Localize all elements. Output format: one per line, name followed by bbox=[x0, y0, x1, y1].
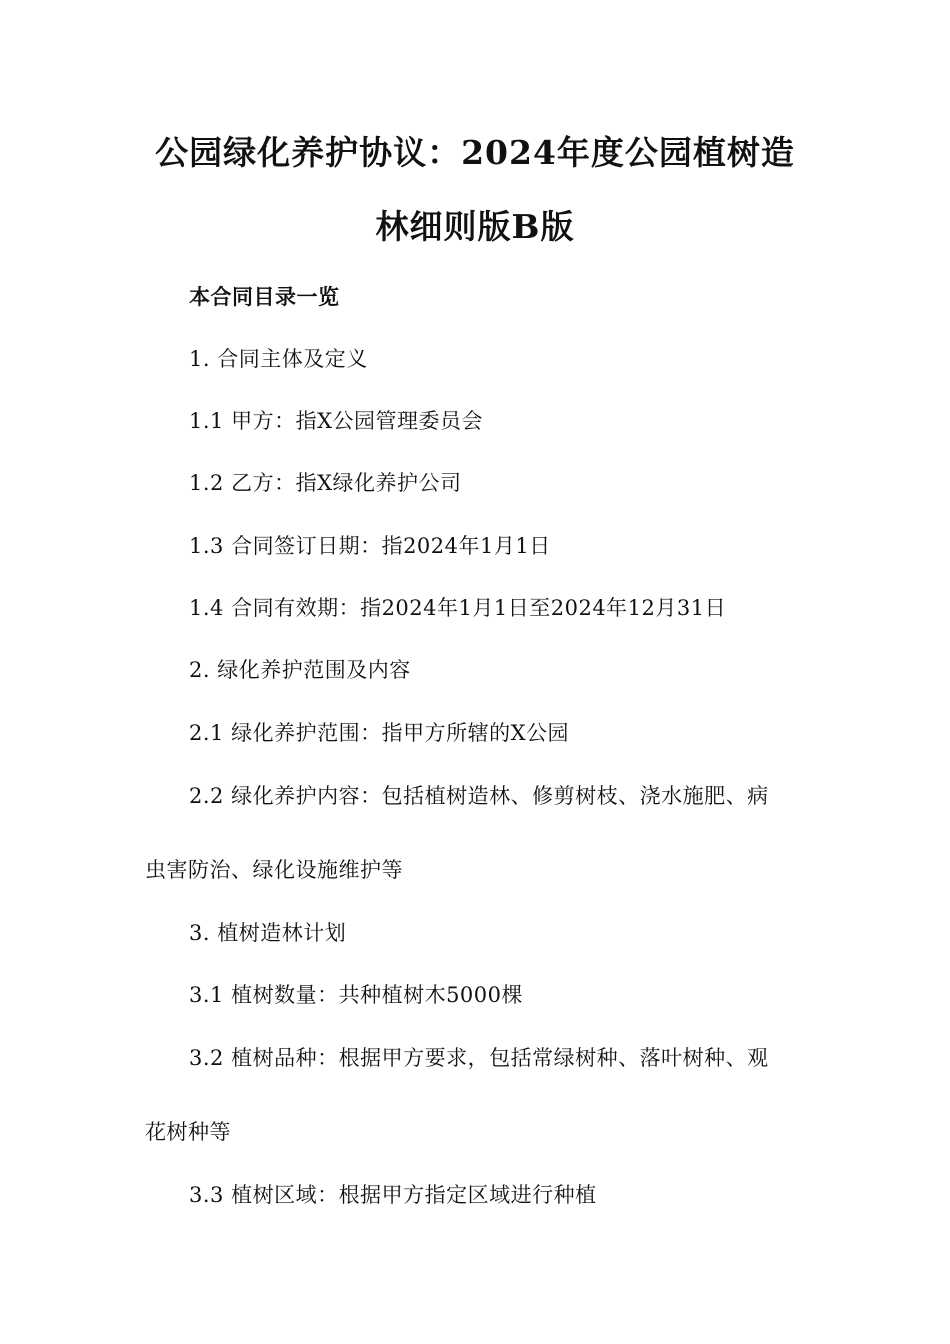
clause-1-4: 1.4 合同有效期：指2024年1月1日至2024年12月31日 bbox=[189, 596, 727, 620]
document-title-line-1: 公园绿化养护协议：2024年度公园植树造 bbox=[155, 133, 795, 172]
clause-3-1: 3.1 植树数量：共种植树木5000棵 bbox=[189, 983, 524, 1007]
clause-1-2: 1.2 乙方：指X绿化养护公司 bbox=[189, 471, 462, 495]
section-1-heading: 1. 合同主体及定义 bbox=[189, 347, 368, 371]
document-title-line-2: 林细则版B版 bbox=[375, 207, 575, 246]
clause-3-2-line-2: 花树种等 bbox=[145, 1120, 231, 1144]
clause-2-2-line-2: 虫害防治、绿化设施维护等 bbox=[145, 858, 403, 882]
clause-3-2-line-1: 3.2 植树品种：根据甲方要求，包括常绿树种、落叶树种、观 bbox=[189, 1046, 769, 1070]
section-2-heading: 2. 绿化养护范围及内容 bbox=[189, 658, 411, 682]
clause-2-2-line-1: 2.2 绿化养护内容：包括植树造林、修剪树枝、浇水施肥、病 bbox=[189, 784, 769, 808]
clause-2-1: 2.1 绿化养护范围：指甲方所辖的X公园 bbox=[189, 721, 570, 745]
clause-1-1: 1.1 甲方：指X公园管理委员会 bbox=[189, 409, 484, 433]
clause-1-3: 1.3 合同签订日期：指2024年1月1日 bbox=[189, 534, 551, 558]
clause-3-3: 3.3 植树区域：根据甲方指定区域进行种植 bbox=[189, 1183, 597, 1207]
toc-heading: 本合同目录一览 bbox=[189, 284, 340, 309]
section-3-heading: 3. 植树造林计划 bbox=[189, 921, 347, 945]
